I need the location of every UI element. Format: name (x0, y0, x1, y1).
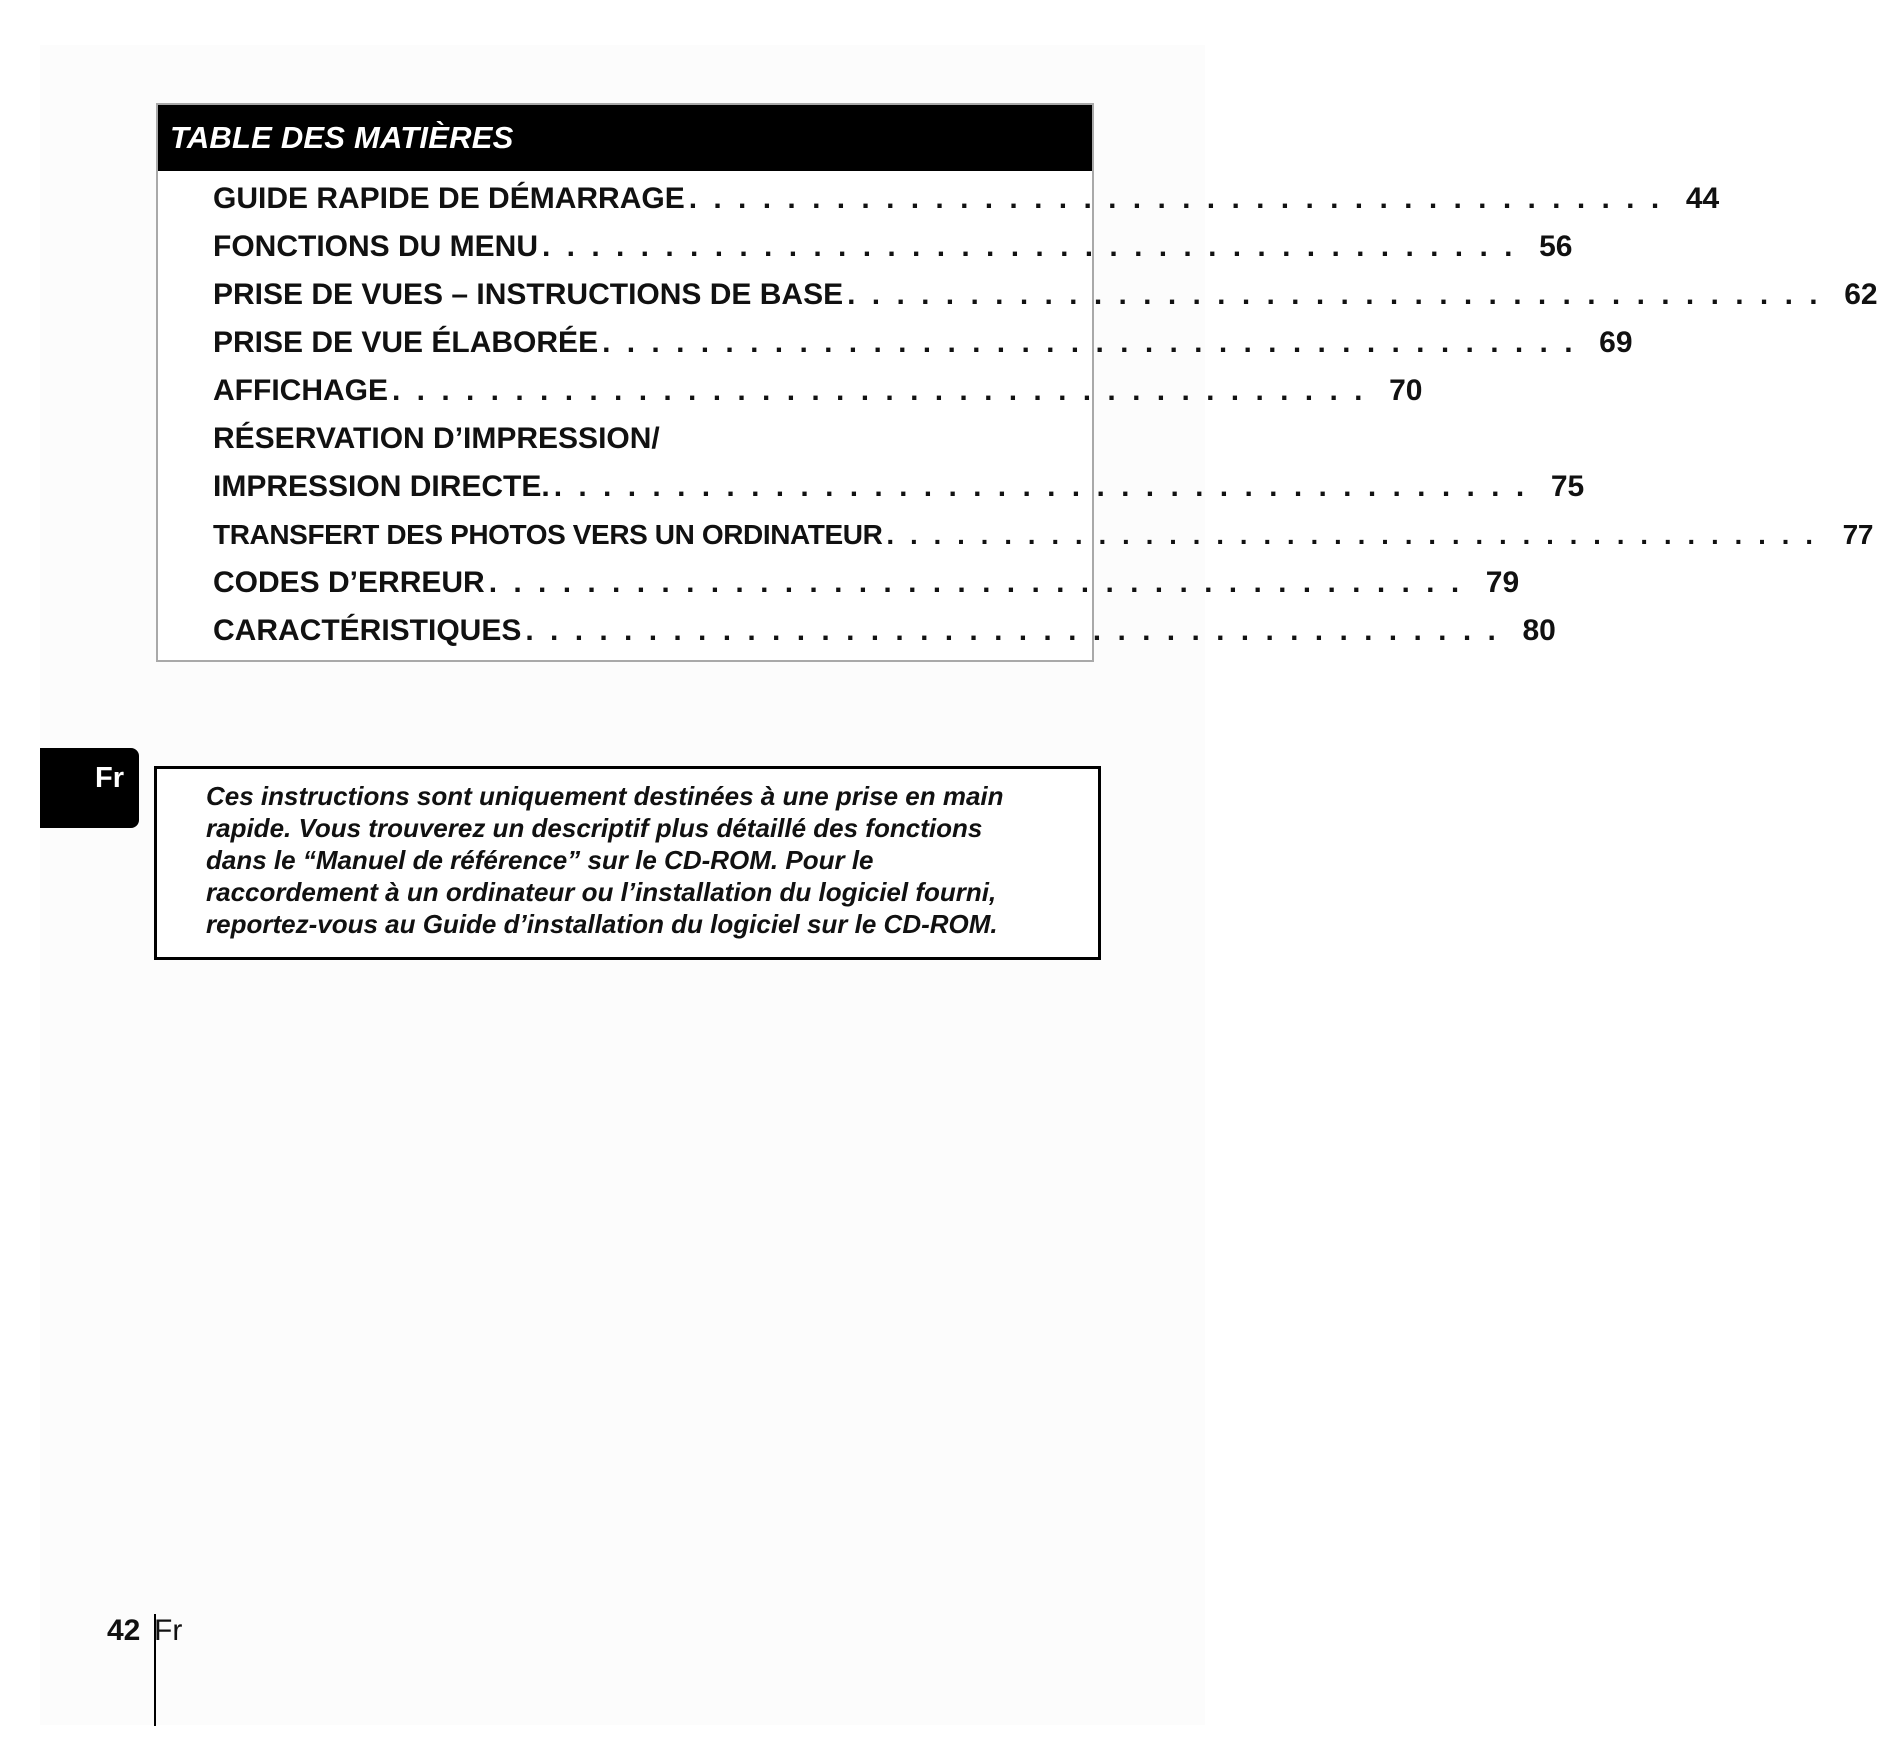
table-of-contents (156, 103, 1878, 662)
toc-entry-title: AFFICHAGE (213, 374, 388, 407)
toc-entry[interactable] (213, 463, 1585, 511)
toc-entry[interactable] (213, 271, 1878, 319)
toc-entry-title: CARACTÉRISTIQUES (213, 614, 522, 647)
toc-entry-page: 56 (1539, 230, 1573, 263)
language-tab: Fr (40, 748, 139, 828)
toc-entry-page: 75 (1550, 470, 1585, 503)
notice-line: dans le “Manuel de référence” sur le CD-ROM. Pour le (206, 845, 874, 875)
toc-header: TABLE DES MATIÈRES (158, 105, 1092, 171)
toc-entry-title: PRISE DE VUE ÉLABORÉE (213, 326, 599, 359)
toc-entry-title: CODES D’ERREUR (213, 566, 485, 599)
toc-entry-title: FONCTIONS DU MENU (213, 230, 538, 263)
toc-entry-page: 70 (1389, 374, 1423, 407)
toc-leader-dots: . . . . . . . . . . . . . . . . . . . . . . . . . . . . . . . . . . . . . . . . (553, 470, 1529, 503)
toc-entry-page: 62 (1844, 278, 1878, 311)
toc-entry[interactable] (213, 415, 1045, 463)
notice-box (154, 766, 1101, 960)
toc-entry-title: PRISE DE VUES – INSTRUCTIONS DE BASE (213, 278, 844, 311)
toc-entry-title: RÉSERVATION D’IMPRESSION/ (213, 422, 660, 455)
toc-entry-title: IMPRESSION DIRECTE. (213, 470, 550, 503)
toc-leader-dots: . . . . . . . . . . . . . . . . . . . . . . . . . . . . . . . . . . . . . . . . (886, 519, 1817, 550)
notice-text (206, 780, 1076, 940)
toc-list (213, 175, 1878, 655)
notice-line: Ces instructions sont uniquement destinées à une prise en main (206, 781, 1004, 811)
toc-entry[interactable] (213, 223, 1573, 271)
toc-entry[interactable] (213, 607, 1556, 655)
toc-entry-page: 80 (1522, 614, 1556, 647)
toc-entry-page: 79 (1485, 566, 1520, 599)
toc-entry[interactable] (213, 175, 1720, 223)
toc-entry[interactable] (213, 319, 1633, 367)
toc-entry-page: 77 (1842, 519, 1873, 550)
toc-entry-title: TRANSFERT DES PHOTOS VERS UN ORDINATEUR (213, 519, 883, 550)
toc-leader-dots: . . . . . . . . . . . . . . . . . . . . . . . . . . . . . . . . . . . . . . . . (392, 374, 1367, 407)
toc-leader-dots: . . . . . . . . . . . . . . . . . . . . . . . . . . . . . . . . . . . . . . . . (488, 566, 1464, 599)
notice-line: rapide. Vous trouverez un descriptif plus détaillé des fonctions (206, 813, 983, 843)
notice-line: reportez-vous au Guide d’installation du logiciel sur le CD-ROM. (206, 909, 998, 939)
toc-leader-dots: . . . . . . . . . . . . . . . . . . . . . . . . . . . . . . . . . . . . . . . . (525, 614, 1500, 647)
toc-leader-dots: . . . . . . . . . . . . . . . . . . . . . . . . . . . . . . . . . . . . . . . . (602, 326, 1577, 359)
notice-line: raccordement à un ordinateur ou l’installation du logiciel fourni, (206, 877, 997, 907)
toc-entry-title: GUIDE RAPIDE DE DÉMARRAGE (213, 182, 685, 215)
toc-leader-dots: . . . . . . . . . . . . . . . . . . . . . . . . . . . . . . . . . . . . . . . . (542, 230, 1517, 263)
toc-entry-page: 69 (1599, 326, 1633, 359)
footer-language: Fr (154, 1614, 183, 1647)
toc-entry-page: 44 (1685, 182, 1720, 215)
toc-entry[interactable] (213, 511, 1873, 559)
toc-entry[interactable] (213, 367, 1423, 415)
toc-leader-dots: . . . . . . . . . . . . . . . . . . . . . . . . . . . . . . . . . . . . . . . . (847, 278, 1822, 311)
toc-entry[interactable] (213, 559, 1520, 607)
page-number: 42 (107, 1614, 141, 1647)
toc-leader-dots: . . . . . . . . . . . . . . . . . . . . . . . . . . . . . . . . . . . . . . . . (688, 182, 1664, 215)
